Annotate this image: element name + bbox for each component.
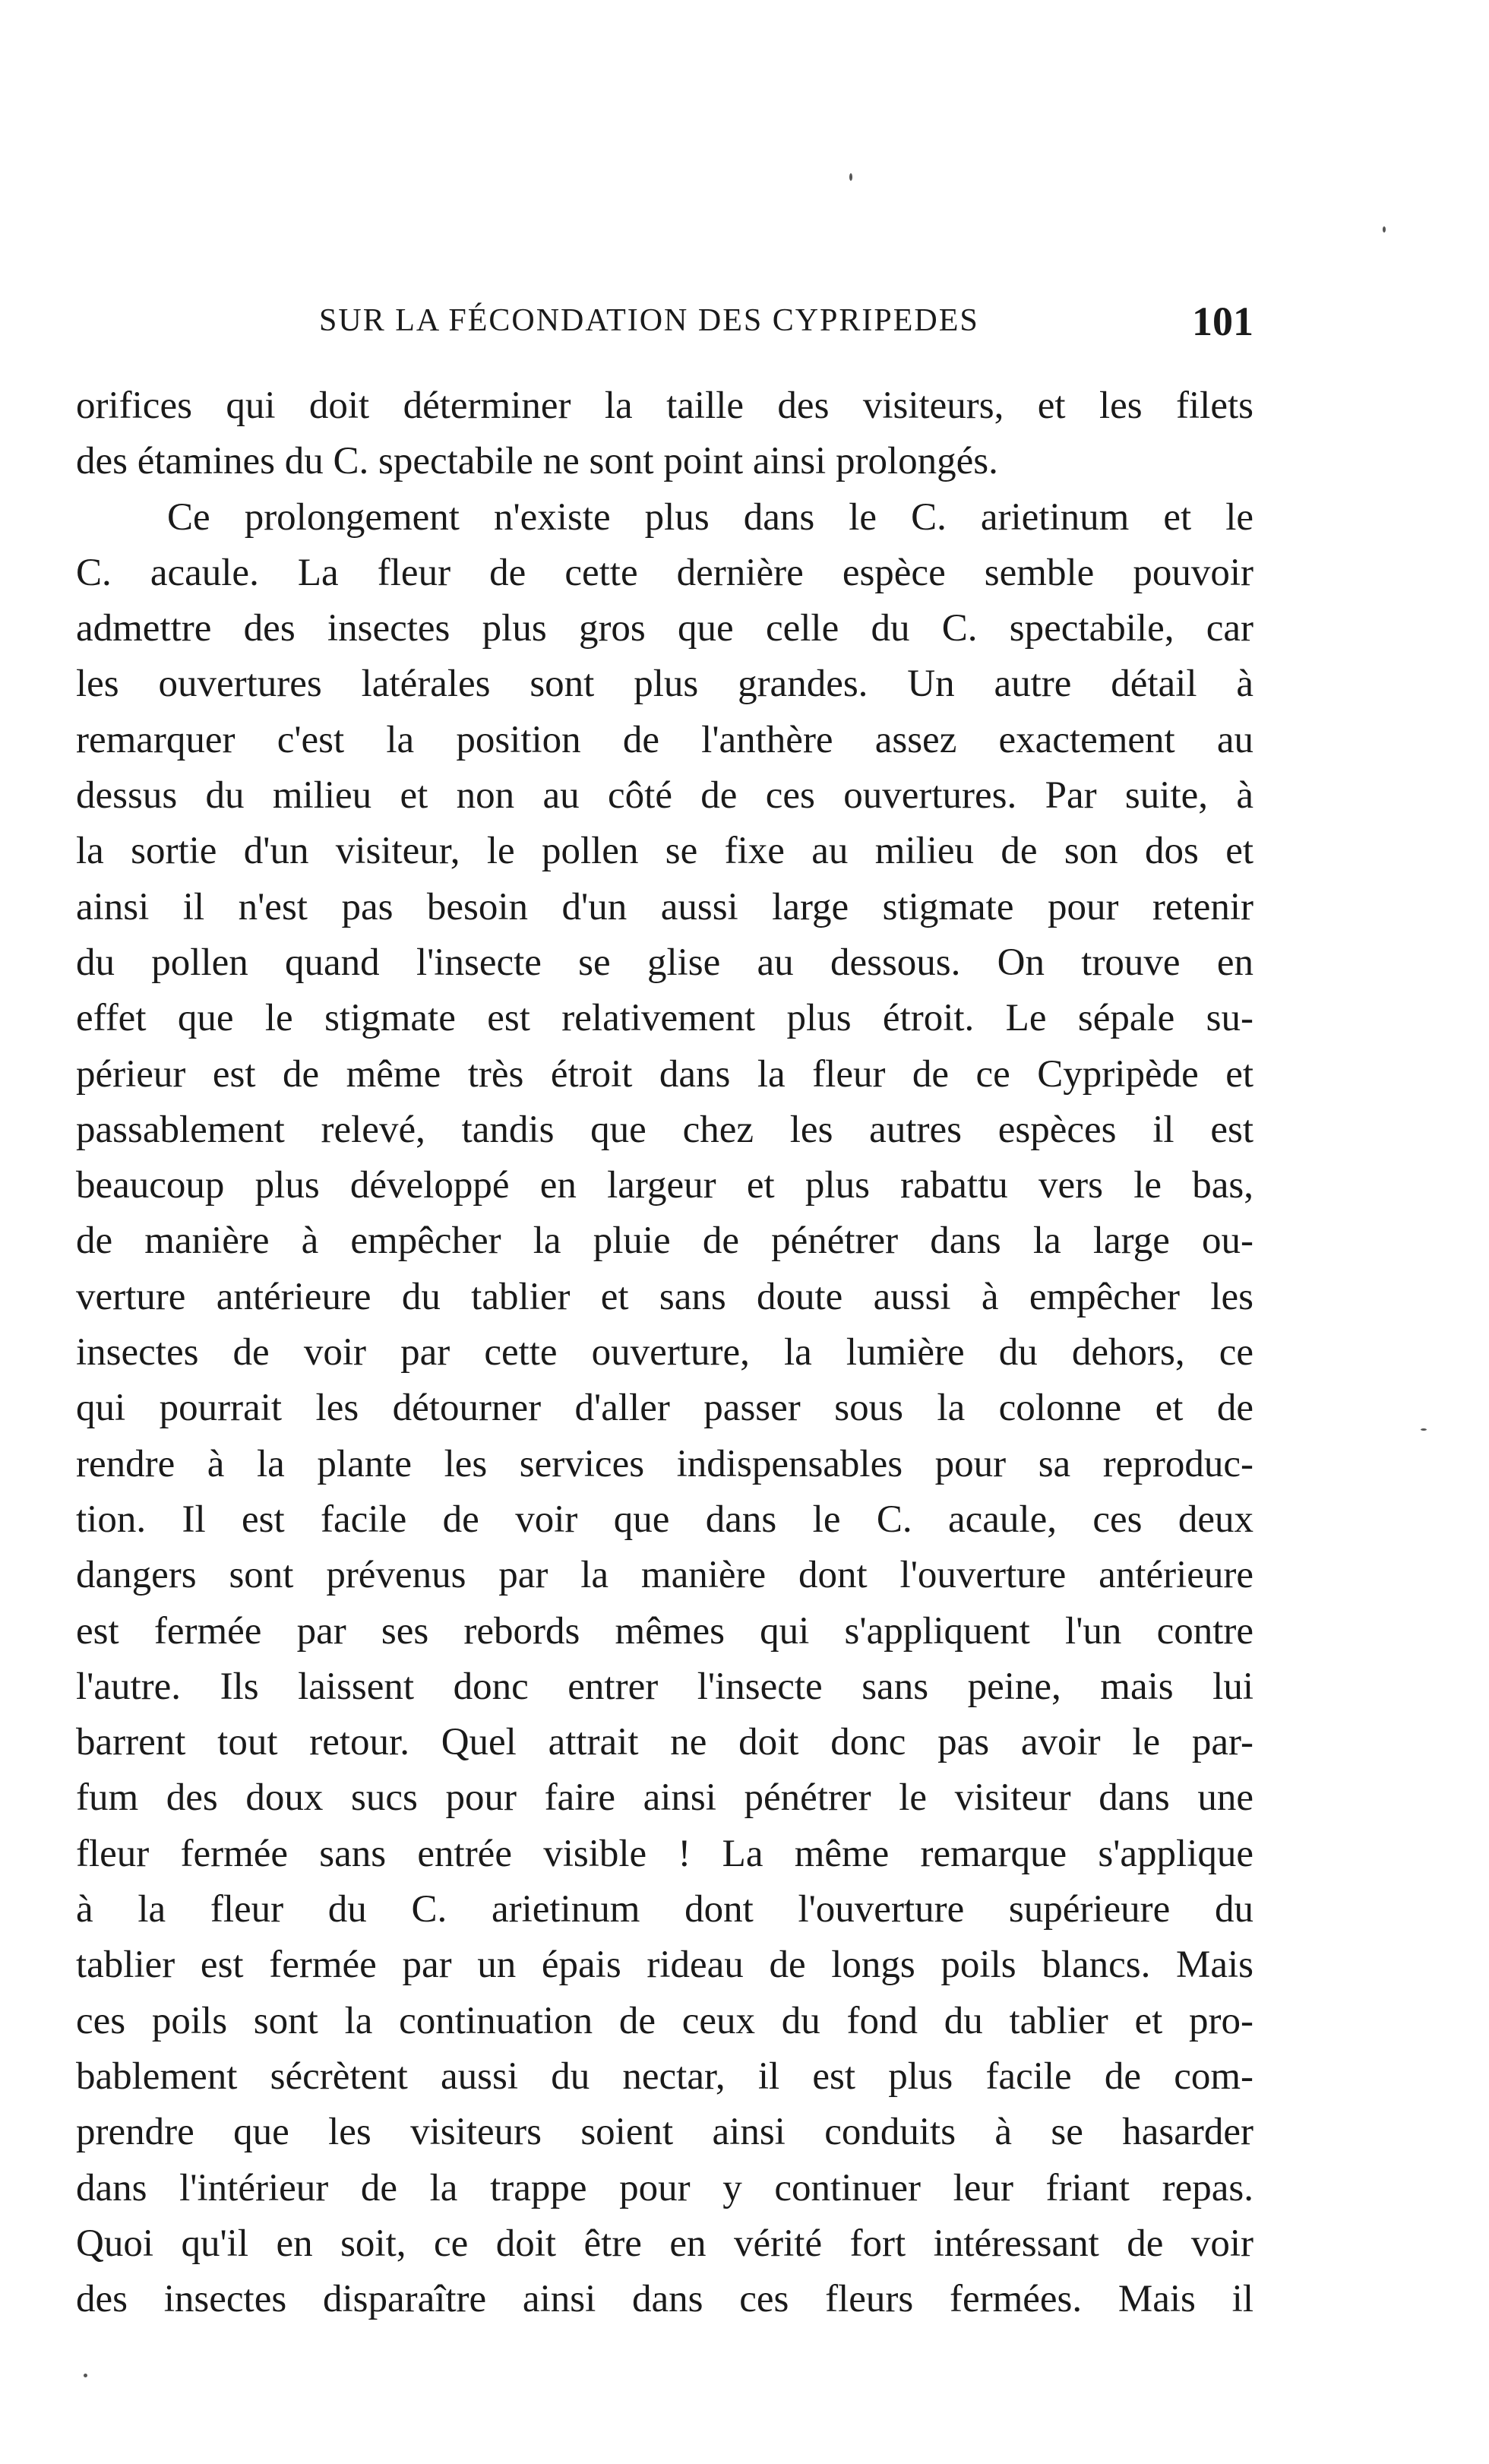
text-line: beaucoup plus développé en largeur et plus rabattu vers le bas, [76, 1164, 1253, 1207]
text-line: verture antérieure du tablier et sans doute aussi à empêcher les [76, 1275, 1253, 1318]
text-line: C. acaule. La fleur de cette dernière espèce semble pouvoir [76, 551, 1253, 594]
text-line: tablier est fermée par un épais rideau de longs poils blancs. Mais [76, 1944, 1253, 1987]
text-line: à la fleur du C. arietinum dont l'ouverture supérieure du [76, 1888, 1253, 1931]
scan-speck [1421, 1428, 1427, 1431]
text-line: ainsi il n'est pas besoin d'un aussi large stigmate pour retenir [76, 885, 1253, 928]
text-line: la sortie d'un visiteur, le pollen se fixe au milieu de son dos et [76, 830, 1253, 873]
text-line: orifices qui doit déterminer la taille des visiteurs, et les filets [76, 384, 1253, 427]
page-number: 101 [1192, 299, 1253, 344]
text-line: prendre que les visiteurs soient ainsi conduits à se hasarder [76, 2111, 1253, 2154]
text-line: fum des doux sucs pour faire ainsi pénétrer le visiteur dans une [76, 1776, 1253, 1820]
body-text [76, 378, 1253, 2327]
text-line: des insectes disparaître ainsi dans ces fleurs fermées. Mais il [76, 2278, 1253, 2321]
paragraph-first-line: Ce prolongement n'existe plus dans le C. arietinum et le [167, 495, 1253, 539]
text-line: est fermée par ses rebords mêmes qui s'appliquent l'un contre [76, 1609, 1253, 1653]
text-line: qui pourrait les détourner d'aller passer sous la colonne et de [76, 1387, 1253, 1430]
text-line: du pollen quand l'insecte se glise au dessous. On trouve en [76, 941, 1253, 984]
text-line: tion. Il est facile de voir que dans le C. acaule, ces deux [76, 1498, 1253, 1541]
text-line: admettre des insectes plus gros que celle du C. spectabile, car [76, 607, 1253, 650]
text-line: périeur est de même très étroit dans la fleur de ce Cypripède et [76, 1052, 1253, 1096]
text-line: des étamines du C. spectabile ne sont point ainsi prolongés. [76, 440, 998, 483]
text-line: dessus du milieu et non au côté de ces ouvertures. Par suite, à [76, 774, 1253, 818]
text-line: Quoi qu'il en soit, ce doit être en vérité fort intéressant de voir [76, 2222, 1253, 2265]
running-title: SUR LA FÉCONDATION DES CYPRIPEDES [319, 303, 979, 338]
scan-speck [849, 173, 852, 181]
text-line: insectes de voir par cette ouverture, la lumière du dehors, ce [76, 1331, 1253, 1374]
text-line: effet que le stigmate est relativement plus étroit. Le sépale su- [76, 997, 1253, 1040]
text-line: ces poils sont la continuation de ceux du fond du tablier et pro- [76, 1999, 1253, 2042]
text-line: de manière à empêcher la pluie de pénétrer dans la large ou- [76, 1219, 1253, 1263]
text-line: dangers sont prévenus par la manière dont l'ouverture antérieure [76, 1554, 1253, 1597]
scan-speck [1383, 226, 1386, 232]
text-line: passablement relevé, tandis que chez les autres espèces il est [76, 1108, 1253, 1151]
text-line: l'autre. Ils laissent donc entrer l'insecte sans peine, mais lui [76, 1665, 1253, 1708]
text-line: fleur fermée sans entrée visible ! La même remarque s'applique [76, 1832, 1253, 1875]
text-line: remarquer c'est la position de l'anthère assez exactement au [76, 718, 1253, 761]
text-line: rendre à la plante les services indispensables pour sa reproduc- [76, 1442, 1253, 1485]
text-line: dans l'intérieur de la trappe pour y continuer leur friant repas. [76, 2166, 1253, 2209]
text-line: bablement sécrètent aussi du nectar, il est plus facile de com- [76, 2054, 1253, 2098]
text-line: barrent tout retour. Quel attrait ne doit donc pas avoir le par- [76, 1721, 1253, 1764]
text-line: les ouvertures latérales sont plus grandes. Un autre détail à [76, 663, 1253, 706]
scan-speck [84, 2374, 87, 2377]
